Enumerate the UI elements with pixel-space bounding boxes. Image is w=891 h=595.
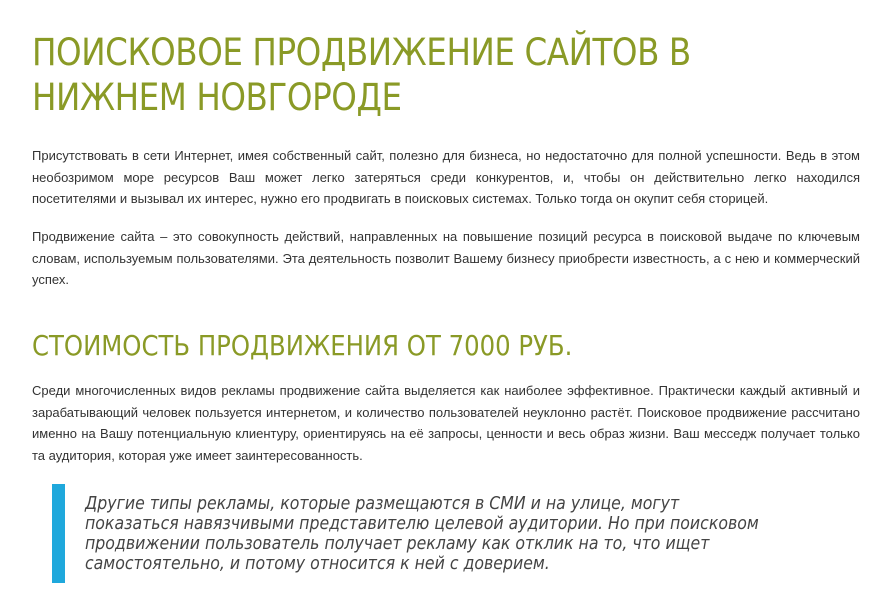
definition-paragraph: Продвижение сайта – это совокупность действий, направленных на повышение позиций ресурса в поисковой выдаче по ключевым словам, используемым пользователями. Эта деятельность позволит Вашему бизнесу приобрести известность, а с нею и коммерческий успех. — [32, 229, 860, 287]
blockquote-accent-bar — [52, 484, 65, 583]
price-heading: СТОИМОСТЬ ПРОДВИЖЕНИЯ ОТ 7000 РУБ. — [32, 329, 573, 362]
page-title-line-2: НИЖНЕМ НОВГОРОДЕ — [32, 76, 402, 119]
page-title-line-1: ПОИСКОВОЕ ПРОДВИЖЕНИЕ САЙТОВ В — [32, 31, 691, 74]
advertising-paragraph: Среди многочисленных видов рекламы продвижение сайта выделяется как наиболее эффективное. Практически каждый активный и зарабатывающий человек пользуется интернетом, и количество пользователей неуклонно растёт. Поисковое продвижение рассчитано именно на Вашу потенциальную клиентуру, ориентируясь на её запросы, ценности и весь образ жизни. Ваш месседж получает только та аудитория, которая уже имеет заинтересованность. — [32, 383, 860, 463]
blockquote-text: Другие типы рекламы, которые размещаются в СМИ и на улице, могут показаться навязчивыми представителю целевой аудитории. Но при поисковом продвижении пользователь получает рекламу как отклик на то, что ищет самостоятельно, и потому относится к ней с доверием. — [85, 494, 759, 574]
intro-paragraph: Присутствовать в сети Интернет, имея собственный сайт, полезно для бизнеса, но недостаточно для полной успешности. Ведь в этом необозримом море ресурсов Ваш может легко затеряться среди конкурентов, и, чтобы он действительно легко находился посетителями и вызывал их интерес, нужно его продвигать в поисковых системах. Только тогда он окупит себя сторицей. — [32, 148, 860, 206]
page-title — [32, 30, 761, 120]
